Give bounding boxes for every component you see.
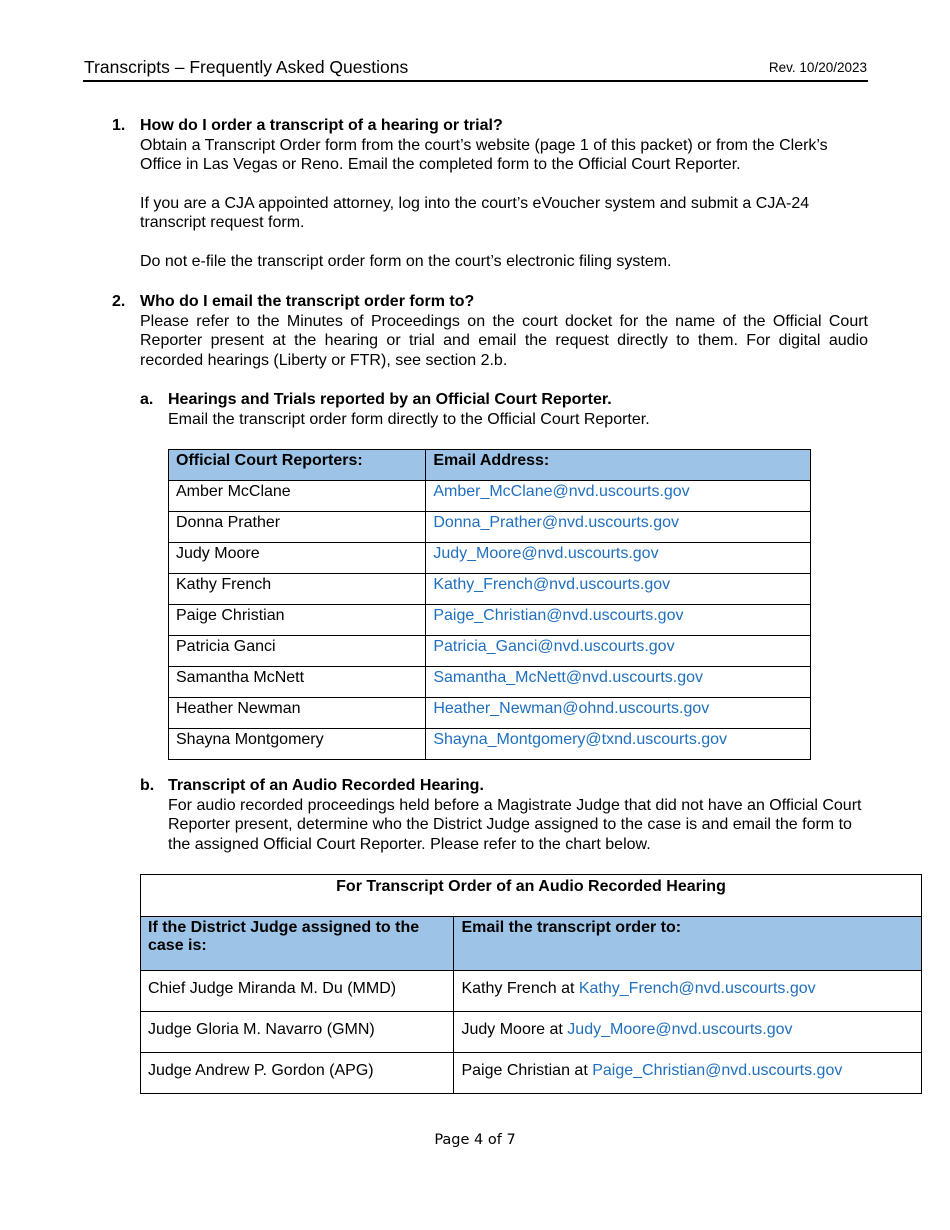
table-row xyxy=(169,667,811,698)
table-row xyxy=(169,512,811,543)
page-number: Page 4 of 7 xyxy=(434,1132,516,1148)
reporter-email-link[interactable]: Amber_McClane@nvd.uscourts.gov xyxy=(433,483,690,500)
assigned-reporter-email-link[interactable]: Kathy_French@nvd.uscourts.gov xyxy=(578,980,816,997)
reporter-email-link[interactable]: Paige_Christian@nvd.uscourts.gov xyxy=(433,607,684,624)
q1-paragraph-3: Do not e-file the transcript order form on the court’s electronic filing system. xyxy=(140,252,672,270)
reporters-table xyxy=(168,449,811,760)
column-header-judge: If the District Judge assigned to the case is: xyxy=(141,917,454,971)
column-header-email-to: Email the transcript order to: xyxy=(454,917,922,971)
table-row xyxy=(169,605,811,636)
section-b-text: For audio recorded proceedings held before a Magistrate Judge that did not have an Official Court Reporter present, determine who the District Judge assigned to the case is and email the form to the assigned Official Court Reporter. Please refer to the chart below. xyxy=(168,796,862,853)
reporter-email-link[interactable]: Kathy_French@nvd.uscourts.gov xyxy=(433,576,671,593)
q2-question: Who do I email the transcript order form to? xyxy=(140,293,475,310)
reporters-table-header xyxy=(169,450,811,481)
assigned-reporter: Judy Moore at xyxy=(461,1021,568,1038)
table-row xyxy=(169,636,811,667)
column-header-email: Email Address: xyxy=(426,450,811,481)
section-b xyxy=(168,776,868,854)
reporter-name: Patricia Ganci xyxy=(169,636,426,667)
reporter-email-link[interactable]: Heather_Newman@ohnd.uscourts.gov xyxy=(433,700,710,717)
table-row xyxy=(141,971,922,1012)
table-row xyxy=(169,698,811,729)
district-judge: Chief Judge Miranda M. Du (MMD) xyxy=(141,971,454,1012)
q1-paragraph-1: Obtain a Transcript Order form from the court’s website (page 1 of this packet) or from the Clerk’s Office in Las Vegas or Reno. Email the completed form to the Official Court Reporter. xyxy=(140,136,828,173)
reporter-name: Kathy French xyxy=(169,574,426,605)
reporter-name: Donna Prather xyxy=(169,512,426,543)
reporter-name: Samantha McNett xyxy=(169,667,426,698)
section-b-letter: b. xyxy=(140,777,155,794)
header-title: Transcripts – Frequently Asked Questions xyxy=(84,57,409,77)
reporter-email-link[interactable]: Donna_Prather@nvd.uscourts.gov xyxy=(433,514,680,531)
district-judge: Judge Gloria M. Navarro (GMN) xyxy=(141,1012,454,1053)
q1-paragraph-2: If you are a CJA appointed attorney, log into the court’s eVoucher system and submit a CJA-24 transcript request form. xyxy=(140,194,810,231)
column-header-reporter: Official Court Reporters: xyxy=(169,450,426,481)
reporter-name: Judy Moore xyxy=(169,543,426,574)
table-row xyxy=(169,729,811,760)
q1-question: How do I order a transcript of a hearing or trial? xyxy=(140,117,503,134)
assigned-reporter: Paige Christian at xyxy=(461,1062,593,1079)
table-row xyxy=(141,1012,922,1053)
section-a-letter: a. xyxy=(140,391,154,408)
section-a xyxy=(168,390,868,429)
reporter-email-link[interactable]: Patricia_Ganci@nvd.uscourts.gov xyxy=(433,638,675,655)
page-header xyxy=(83,56,868,82)
district-judge: Judge Andrew P. Gordon (APG) xyxy=(141,1053,454,1094)
section-a-text: Email the transcript order form directly to the Official Court Reporter. xyxy=(168,410,650,428)
q2-paragraph-1: Please refer to the Minutes of Proceedings on the court docket for the name of the Official Court Reporter present at the hearing or trial and email the request directly to them. For digital audio recorded hearings (Liberty or FTR), see section 2.b. xyxy=(140,312,868,369)
reporter-name: Paige Christian xyxy=(169,605,426,636)
q1-block xyxy=(140,116,868,271)
revision-date: Rev. 10/20/2023 xyxy=(768,60,867,75)
table-row xyxy=(169,574,811,605)
table-row xyxy=(141,1053,922,1094)
assigned-reporter-email-link[interactable]: Judy_Moore@nvd.uscourts.gov xyxy=(567,1021,793,1038)
reporter-email-link[interactable]: Judy_Moore@nvd.uscourts.gov xyxy=(433,545,659,562)
table-row xyxy=(169,481,811,512)
assigned-reporter-email-link[interactable]: Paige_Christian@nvd.uscourts.gov xyxy=(592,1062,843,1079)
audio-table-header xyxy=(141,917,922,971)
reporter-name: Shayna Montgomery xyxy=(169,729,426,760)
q2-number: 2. xyxy=(112,293,126,310)
reporter-email-link[interactable]: Samantha_McNett@nvd.uscourts.gov xyxy=(433,669,704,686)
assigned-reporter: Kathy French at xyxy=(461,980,579,997)
q2-block xyxy=(140,292,868,370)
reporter-name: Amber McClane xyxy=(169,481,426,512)
reporter-email-link[interactable]: Shayna_Montgomery@txnd.uscourts.gov xyxy=(433,731,728,748)
reporter-name: Heather Newman xyxy=(169,698,426,729)
audio-table-caption: For Transcript Order of an Audio Recorded Hearing xyxy=(141,875,922,917)
table-row xyxy=(169,543,811,574)
section-b-title: Transcript of an Audio Recorded Hearing. xyxy=(168,777,484,794)
q1-number: 1. xyxy=(112,117,126,134)
audio-hearing-table xyxy=(140,874,922,1094)
section-a-title: Hearings and Trials reported by an Official Court Reporter. xyxy=(168,391,612,408)
